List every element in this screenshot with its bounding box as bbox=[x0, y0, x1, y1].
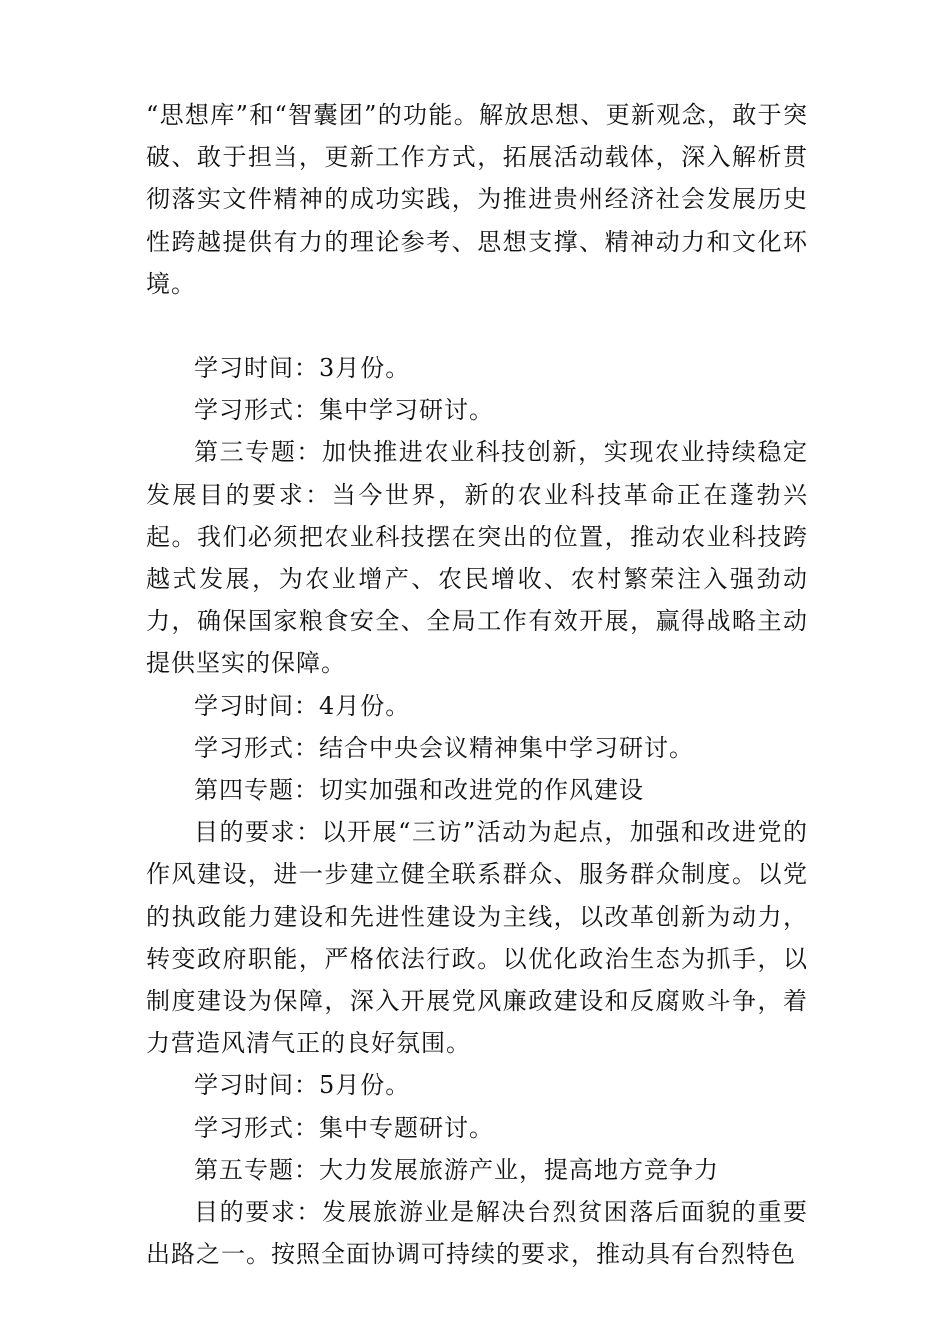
study-form-central-meeting: 学习形式：结合中央会议精神集中学习研讨。 bbox=[194, 733, 694, 762]
study-form-collective: 学习形式：集中学习研讨。 bbox=[194, 396, 494, 425]
topic-five-heading: 第五专题：大力发展旅游产业，提高地方竞争力 bbox=[194, 1155, 719, 1184]
study-time-may: 学习时间：5月份。 bbox=[194, 1071, 411, 1100]
paragraph-spacer bbox=[146, 305, 808, 347]
study-time-march: 学习时间：3月份。 bbox=[194, 354, 411, 383]
topic-five-requirements: 目的要求：发展旅游业是解决台烈贫困落后面貌的重要出路之一。按照全面协调可持续的要求，推动具有台烈特色 bbox=[146, 1198, 808, 1269]
topic-four-requirements: 目的要求：以开展“三访”活动为起点，加强和改进党的作风建设，进一步建立健全联系群众、服务群众制度。以党的执政能力建设和先进性建设为主线，以改革创新为动力，转变政府职能，严格依法行政。以优化政治生态为抓手，以制度建设为保障，深入开展党风廉政建设和反腐败斗争，着力营造风清气正的良好氛围。 bbox=[146, 818, 808, 1058]
study-time-april: 学习时间：4月份。 bbox=[194, 691, 411, 720]
study-form-special-topic: 学习形式：集中专题研讨。 bbox=[194, 1113, 494, 1142]
topic-four-heading: 第四专题：切实加强和改进党的作风建设 bbox=[194, 776, 644, 805]
document-body bbox=[146, 94, 808, 1275]
paragraph-think-tank-role: “思想库”和“智囊团”的功能。解放思想、更新观念，敢于突破、敢于担当，更新工作方式，拓展活动载体，深入解析贯彻落实文件精神的成功实践，为推进贵州经济社会发展历史性跨越提供有力的理论参考、思想支撑、精神动力和文化环境。 bbox=[146, 101, 808, 298]
topic-three-agriculture: 第三专题：加快推进农业科技创新，实现农业持续稳定发展目的要求：当今世界，新的农业科技革命正在蓬勃兴起。我们必须把农业科技摆在突出的位置，推动农业科技跨越式发展，为农业增产、农民增收、农村繁荣注入强劲动力，确保国家粮食安全、全局工作有效开展，赢得战略主动提供坚实的保障。 bbox=[146, 438, 808, 678]
